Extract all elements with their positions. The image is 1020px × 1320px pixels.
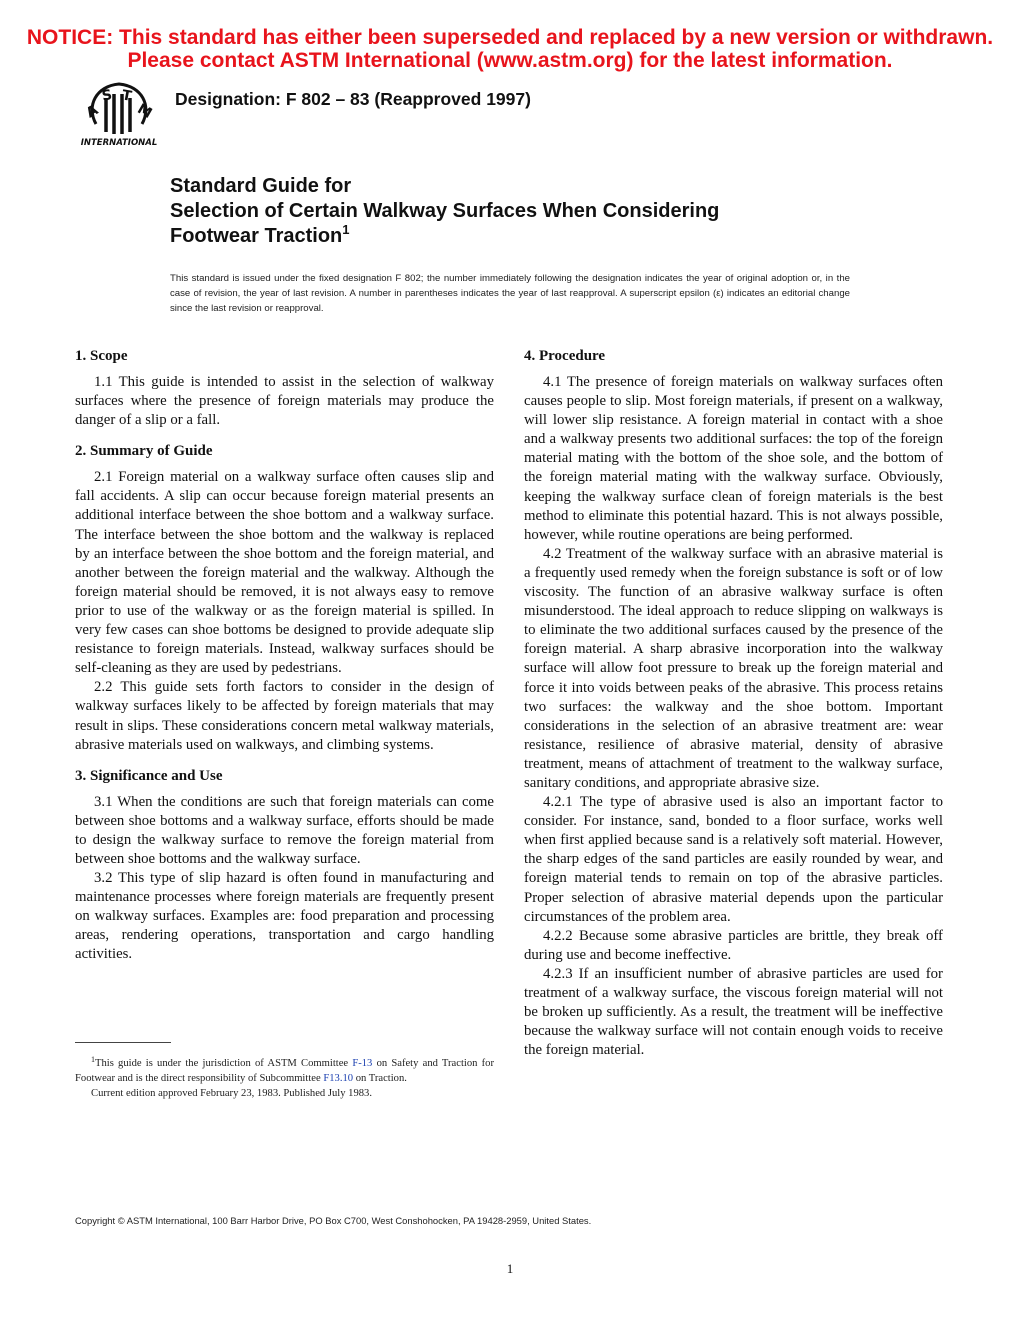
paragraph-4-2-2: 4.2.2 Because some abrasive particles are brittle, they break off during use and become ineffective. [524, 927, 943, 963]
footnote-divider [75, 1042, 171, 1043]
astm-logo-icon [76, 76, 162, 148]
title-footnote-mark[interactable]: 1 [342, 222, 350, 237]
committee-link[interactable]: F-13 [352, 1058, 373, 1069]
paragraph-2-1: 2.1 Foreign material on a walkway surface often causes slip and fall accidents. A slip can occur because foreign material presents an additional interface between the shoe bottom and a walkway surface. The interface between the shoe bottom and the walkway is replaced by an interface between the shoe bottom and the foreign material, and another between the foreign material and the walkway. Although the foreign material should be removed, it is not always easy to remove prior to use of the walkway or as the foreign material is spilled. In very few cases can shoe bottoms be designed to provide adequate slip resistance to foreign materials. Instead, walkway surfaces should be self-cleaning as they are used by pedestrians. [75, 469, 494, 677]
svg-text:M: M [134, 101, 155, 122]
section-heading-scope: 1. Scope [75, 348, 128, 364]
issuance-note: This standard is issued under the fixed designation F 802; the number immediately following the designation indicates the year of original adoption or, in the case of revision, the year of last revision. A number in parentheses indicates the year of last reapproval. A superscript epsilon (ε) indicates an editorial change since the last revision or reapproval. [170, 273, 850, 314]
right-column [524, 347, 943, 1060]
withdrawal-notice [0, 26, 1020, 72]
document-title [170, 174, 890, 249]
title-line-2: Selection of Certain Walkway Surfaces When Considering [170, 200, 720, 222]
paragraph-4-2-3: 4.2.3 If an insufficient number of abrasive particles are used for treatment of a walkway surface, the viscous foreign material will not be broken up sufficiently. As a result, the treatment will be ineffective because the walkway surface will not contain enough voids to receive the foreign material. [524, 965, 943, 1059]
section-heading-summary: 2. Summary of Guide [75, 443, 213, 460]
svg-text:S: S [100, 87, 114, 105]
section-heading-significance: 3. Significance and Use [75, 767, 223, 784]
footnote-1: $^1$This guide is under the jurisdiction of ASTM Committee F-13 on Safety and Traction for Footwear and is the direct responsibility of Subcommittee F13.10 on Traction. [75, 1055, 494, 1084]
svg-text:A: A [83, 102, 102, 122]
section-heading-procedure: 4. Procedure [524, 348, 606, 364]
footnote-edition: Current edition approved February 23, 1983. Published July 1983. [91, 1088, 372, 1099]
notice-line-2: Please contact ASTM International (www.astm.org) for the latest information. [127, 49, 893, 72]
title-line-3: Footwear Traction [170, 225, 343, 247]
paragraph-4-2-1: 4.2.1 The type of abrasive used is also an important factor to consider. For instance, sand, bonded to a floor surface, works well when first applied because sand is a relatively soft material. However, the sharp edges of the sand particles are easily rounded by wear, and foreign material tends to remain on top of the abrasive particles. Proper selection of abrasive material depends upon the particular circumstances of the problem area. [524, 794, 943, 925]
title-line-1: Standard Guide for [170, 175, 352, 197]
page-number: 1 [506, 1261, 514, 1276]
paragraph-3-2: 3.2 This type of slip hazard is often found in manufacturing and maintenance processes where foreign materials are frequently present on walkway surfaces. Examples are: food preparation and processing areas, rendering operations, transportation and cargo handling activities. [75, 870, 494, 963]
logo-caption: INTERNATIONAL [80, 138, 158, 148]
notice-line-1: NOTICE: This standard has either been superseded and replaced by a new version or withdrawn. [26, 26, 994, 49]
footnotes [75, 1056, 494, 1101]
copyright-line: Copyright © ASTM International, 100 Barr Harbor Drive, PO Box C700, West Conshohocken, PA 19428-2959, United States. [75, 1215, 592, 1226]
paragraph-4-1: 4.1 The presence of foreign materials on walkway surfaces often causes people to slip. Most foreign materials, if present on a walkway, will lower slip resistance. A foreign material in contact with a shoe and a walkway presents two additional surfaces: the top of the foreign material mating with the bottom of the shoe sole, and the bottom of the foreign material mating with the walkway surface. Obviously, keeping the walkway surface clean of foreign materials is the best method to eliminate this potential hazard. This is not always possible, however, while routine operations are being performed. [524, 374, 943, 543]
paragraph-1-1: 1.1 This guide is intended to assist in the selection of walkway surfaces where the presence of foreign materials may produce the danger of a slip or a fall. [75, 374, 494, 429]
footnote-mark: 1 [91, 1055, 95, 1064]
subcommittee-link[interactable]: F13.10 [323, 1073, 354, 1084]
paragraph-4-2: 4.2 Treatment of the walkway surface with an abrasive material is a frequently used remedy when the foreign substance is soft or of low viscosity. The function of an abrasive walkway surface is often misunderstood. The ideal approach to reduce slipping on walkways is to eliminate the two additional surfaces caused by the presence of the foreign material. A sharp abrasive incorporation into the walkway surface will allow foot pressure to break up the foreign material and force it into voids between peaks of the abrasive. This process retains two surfaces: the walkway and the shoe bottom. Important considerations in the selection of an abrasive treatment are: wear resistance, resilience of abrasive material, density of abrasive treatment, means of attachment of treatment to the walkway surface, sanitary conditions, and appropriate abrasive size. [524, 545, 943, 791]
designation: Designation: F 802 – 83 (Reapproved 1997) [175, 89, 531, 109]
paragraph-3-1: 3.1 When the conditions are such that foreign materials can come between shoe bottoms and a walkway surface, efforts should be made to design the walkway surface to remove the foreign material from between shoe bottoms and the walkway surface. [75, 793, 494, 867]
left-column [75, 347, 494, 965]
svg-text:T: T [120, 87, 133, 105]
paragraph-2-2: 2.2 This guide sets forth factors to consider in the design of walkway surfaces likely to be affected by foreign materials that may result in slips. These considerations concern metal walkway materials, abrasive materials used on walkways, and climbing systems. [75, 679, 494, 753]
